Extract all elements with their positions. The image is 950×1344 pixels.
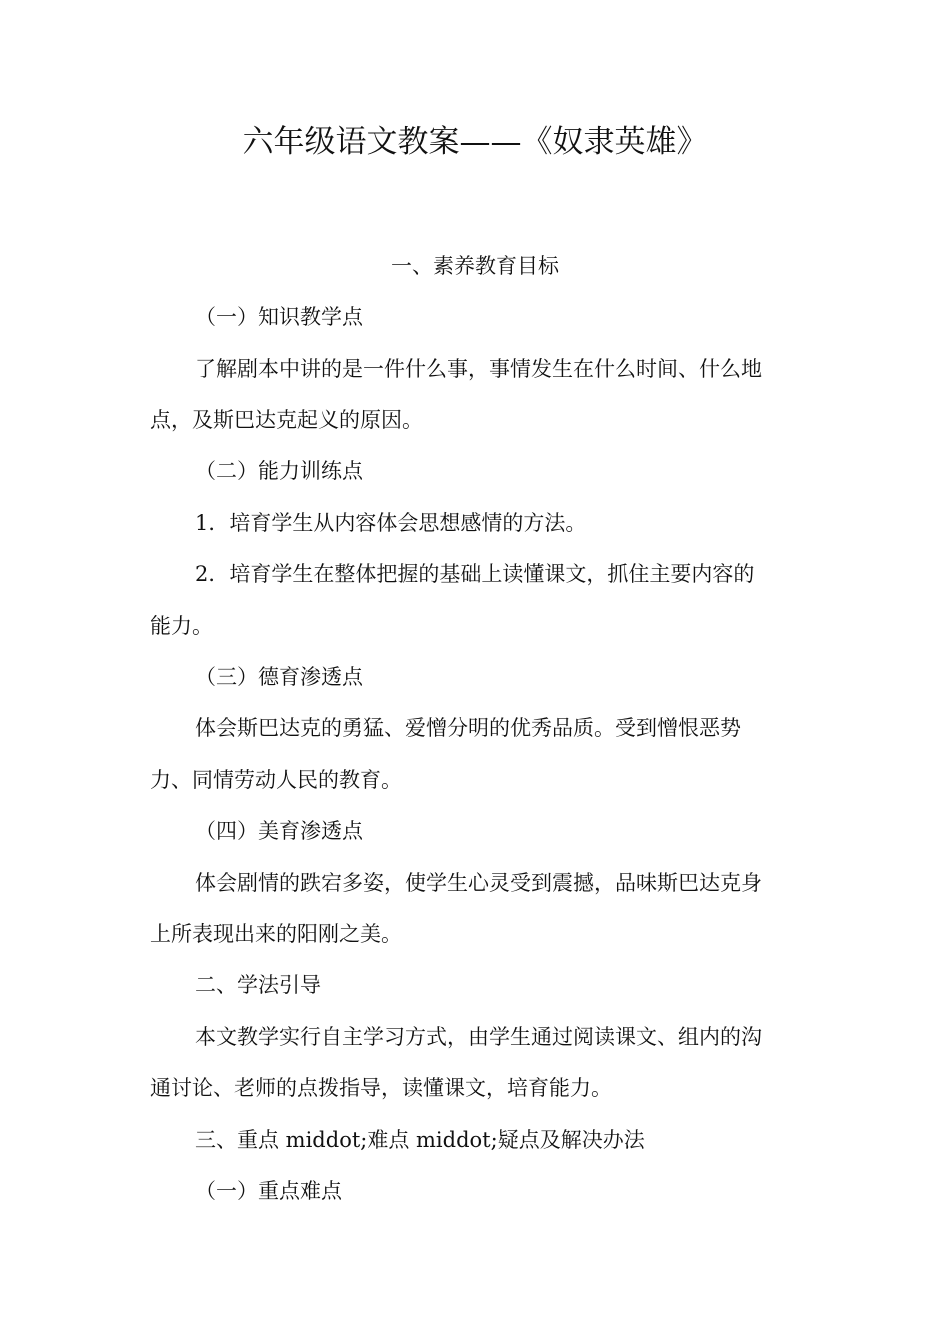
subheading-knowledge: （一）知识教学点 bbox=[195, 305, 363, 329]
paragraph-line: 能力。 bbox=[150, 614, 213, 638]
section-heading-method: 二、学法引导 bbox=[195, 973, 321, 997]
paragraph-line: 通讨论、老师的点拨指导，读懂课文，培育能力。 bbox=[150, 1076, 612, 1100]
list-item: 1．培育学生从内容体会思想感情的方法。 bbox=[195, 511, 587, 535]
subheading-ability: （二）能力训练点 bbox=[195, 459, 363, 483]
subheading-aesthetic: （四）美育渗透点 bbox=[195, 819, 363, 843]
section-heading-keypoints: 三、重点 middot;难点 middot;疑点及解决办法 bbox=[195, 1128, 645, 1152]
paragraph-line: 了解剧本中讲的是一件什么事，事情发生在什么时间、什么地 bbox=[195, 357, 762, 381]
paragraph-line: 体会剧情的跌宕多姿，使学生心灵受到震撼，品味斯巴达克身 bbox=[195, 871, 762, 895]
subheading-moral: （三）德育渗透点 bbox=[195, 665, 363, 689]
list-item: 2．培育学生在整体把握的基础上读懂课文，抓住主要内容的 bbox=[195, 562, 755, 586]
section-heading-goals: 一、素养教育目标 bbox=[391, 254, 559, 278]
paragraph-line: 上所表现出来的阳刚之美。 bbox=[150, 922, 402, 946]
paragraph-line: 本文教学实行自主学习方式，由学生通过阅读课文、组内的沟 bbox=[195, 1025, 762, 1049]
document-title: 六年级语文教案——《奴隶英雄》 bbox=[242, 124, 708, 160]
subheading-key-difficult: （一）重点难点 bbox=[195, 1179, 342, 1203]
paragraph-line: 体会斯巴达克的勇猛、爱憎分明的优秀品质。受到憎恨恶势 bbox=[195, 716, 741, 740]
paragraph-line: 点，及斯巴达克起义的原因。 bbox=[150, 408, 423, 432]
paragraph-line: 力、同情劳动人民的教育。 bbox=[150, 768, 402, 792]
